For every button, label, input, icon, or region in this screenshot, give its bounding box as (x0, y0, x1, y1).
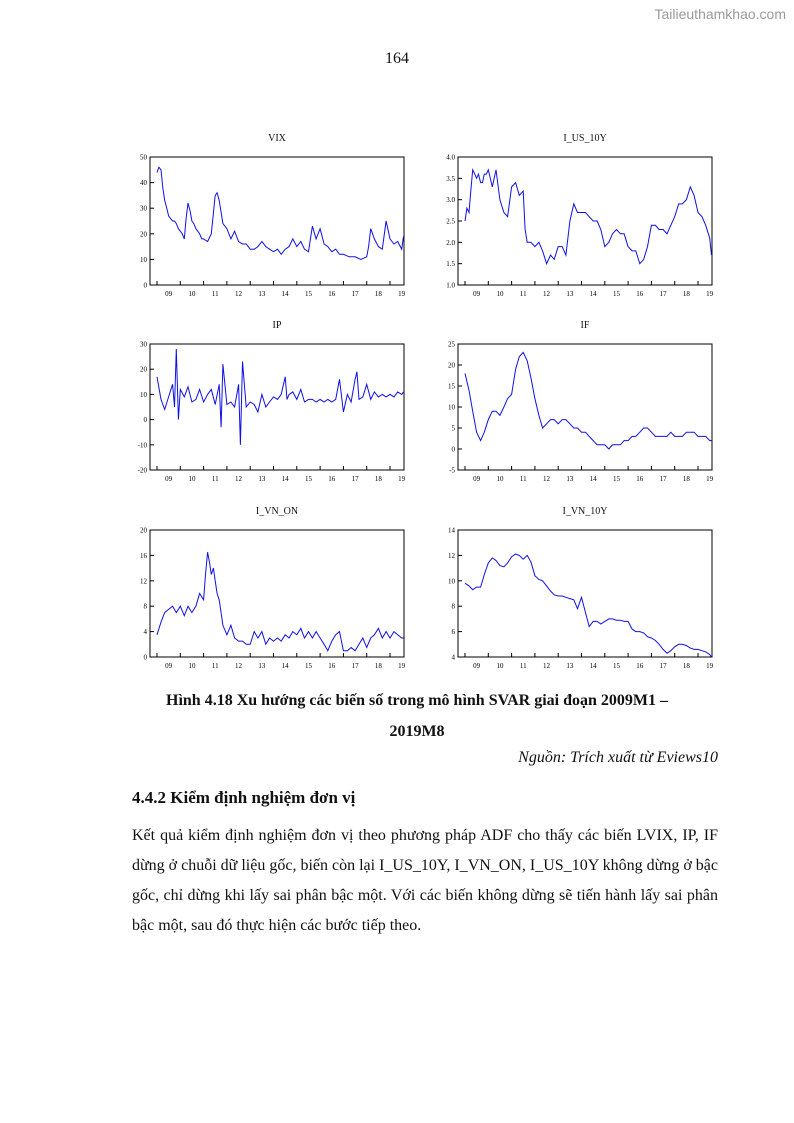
chart-title-i-us-10y: I_US_10Y (563, 133, 607, 144)
y-tick-label: 16 (140, 551, 147, 560)
x-tick-label: 17 (351, 475, 359, 483)
chart-title-i-vn-on: I_VN_ON (255, 506, 299, 517)
x-tick-label: 13 (566, 662, 574, 670)
chart-vix (140, 153, 406, 298)
x-tick-label: 09 (473, 475, 481, 483)
x-tick-label: 10 (188, 662, 196, 670)
x-tick-label: 16 (328, 662, 336, 670)
x-tick-label: 14 (589, 290, 597, 298)
series-line (157, 552, 404, 651)
x-tick-label: 12 (235, 475, 243, 483)
x-tick-label: 11 (211, 475, 219, 483)
x-tick-label: 19 (706, 475, 714, 483)
x-tick-label: 11 (519, 662, 527, 670)
x-tick-label: 12 (543, 475, 551, 483)
x-tick-label: 18 (374, 475, 382, 483)
x-tick-label: 16 (328, 290, 336, 298)
x-tick-label: 13 (258, 290, 266, 298)
y-tick-label: 6 (451, 628, 455, 637)
x-tick-label: 10 (496, 662, 504, 670)
x-tick-label: 17 (659, 475, 667, 483)
y-tick-label: 3.0 (446, 196, 455, 205)
chart-title-i-vn-10y: I_VN_10Y (562, 506, 608, 517)
chart-ip (137, 340, 406, 483)
y-tick-label: 4 (451, 653, 455, 662)
plot-frame (458, 157, 712, 285)
x-tick-label: 16 (636, 662, 644, 670)
y-tick-label: 10 (448, 403, 455, 412)
y-tick-label: 14 (448, 526, 455, 535)
x-tick-label: 10 (496, 475, 504, 483)
x-tick-label: 11 (211, 662, 219, 670)
chart-title-vix: VIX (268, 133, 286, 144)
x-tick-label: 09 (473, 662, 481, 670)
figure-caption-line-1: Hình 4.18 Xu hướng các biến số trong mô hình SVAR giai đoạn 2009M1 – (166, 692, 668, 709)
x-tick-label: 12 (543, 290, 551, 298)
x-tick-label: 19 (706, 290, 714, 298)
chart-title-ip: IP (272, 320, 282, 331)
x-tick-label: 12 (235, 662, 243, 670)
figure-caption-line-2: 2019M8 (389, 723, 445, 740)
y-tick-label: 25 (448, 340, 455, 349)
y-tick-label: 1.5 (446, 260, 455, 269)
y-tick-label: 12 (140, 577, 147, 586)
x-tick-label: 16 (636, 475, 644, 483)
x-tick-label: 15 (304, 475, 312, 483)
x-tick-label: 14 (589, 475, 597, 483)
x-tick-label: 11 (211, 290, 219, 298)
y-tick-label: 8 (451, 602, 455, 611)
y-tick-label: 20 (140, 526, 147, 535)
x-tick-label: 11 (519, 290, 527, 298)
x-tick-label: 09 (165, 662, 173, 670)
y-tick-label: -5 (449, 466, 455, 475)
x-tick-label: 17 (351, 662, 359, 670)
x-tick-label: 16 (636, 290, 644, 298)
y-tick-label: 1.0 (446, 281, 455, 290)
y-tick-label: 0 (143, 416, 147, 425)
y-tick-label: 30 (140, 340, 147, 349)
x-tick-label: 19 (398, 475, 406, 483)
series-line (465, 352, 712, 449)
x-tick-label: 15 (612, 662, 620, 670)
x-tick-label: 10 (188, 290, 196, 298)
x-tick-label: 09 (165, 290, 173, 298)
plot-frame (458, 344, 712, 470)
x-tick-label: 15 (304, 662, 312, 670)
x-tick-label: 12 (235, 290, 243, 298)
y-tick-label: 10 (140, 255, 147, 264)
page-number: 164 (385, 50, 409, 67)
x-tick-label: 13 (258, 475, 266, 483)
x-tick-label: 19 (398, 290, 406, 298)
y-tick-label: -20 (137, 466, 147, 475)
x-tick-label: 17 (351, 290, 359, 298)
series-line (157, 167, 404, 259)
x-tick-label: 15 (612, 475, 620, 483)
watermark-text: Tailieuthamkhao.com (654, 6, 786, 22)
series-line (157, 349, 404, 445)
x-tick-label: 18 (682, 662, 690, 670)
y-tick-label: 10 (140, 390, 147, 399)
y-tick-label: 20 (140, 230, 147, 239)
y-tick-label: 30 (140, 204, 147, 213)
x-tick-label: 15 (612, 290, 620, 298)
chart-i-vn-10y (448, 526, 714, 670)
plot-frame (150, 157, 404, 285)
x-tick-label: 19 (706, 662, 714, 670)
x-tick-label: 13 (566, 475, 574, 483)
y-tick-label: 4.0 (446, 153, 455, 162)
y-tick-label: 0 (143, 653, 147, 662)
series-line (465, 554, 712, 657)
x-tick-label: 09 (165, 475, 173, 483)
x-tick-label: 18 (374, 662, 382, 670)
y-tick-label: 40 (140, 179, 147, 188)
x-tick-label: 10 (496, 290, 504, 298)
x-tick-label: 13 (566, 290, 574, 298)
y-tick-label: 2.0 (446, 238, 455, 247)
plot-frame (150, 344, 404, 470)
y-tick-label: 20 (448, 361, 455, 370)
x-tick-label: 18 (682, 475, 690, 483)
y-tick-label: 50 (140, 153, 147, 162)
chart-i-vn-on (140, 526, 406, 670)
y-tick-label: 4 (143, 628, 147, 637)
chart-if (448, 340, 714, 483)
y-tick-label: 12 (448, 551, 455, 560)
x-tick-label: 18 (374, 290, 382, 298)
x-tick-label: 14 (281, 290, 289, 298)
series-line (465, 170, 712, 264)
x-tick-label: 19 (398, 662, 406, 670)
figure-source: Nguồn: Trích xuất từ Eviews10 (518, 749, 718, 766)
x-tick-label: 10 (188, 475, 196, 483)
chart-title-if: IF (580, 320, 590, 331)
y-tick-label: 10 (448, 577, 455, 586)
y-tick-label: 15 (448, 382, 455, 391)
x-tick-label: 13 (258, 662, 266, 670)
y-tick-label: 5 (451, 424, 455, 433)
x-tick-label: 12 (543, 662, 551, 670)
y-tick-label: 3.5 (446, 174, 455, 183)
y-tick-label: 0 (451, 445, 455, 454)
section-heading: 4.4.2 Kiểm định nghiệm đơn vị (132, 788, 356, 807)
x-tick-label: 17 (659, 662, 667, 670)
body-paragraph: Kết quả kiểm định nghiệm đơn vị theo phương pháp ADF cho thấy các biến LVIX, IP, IF dừng ở chuỗi dữ liệu gốc, biến còn lại I_US_10Y, I_VN_ON, I_US_10Y không dừng ở bậc gốc, chỉ dừng khi lấy sai phân bậc một. Với các biến không dừng sẽ tiến hành lấy sai phân bậc một, sau đó thực hiện các bước tiếp theo. (132, 827, 718, 934)
x-tick-label: 14 (589, 662, 597, 670)
y-tick-label: 8 (143, 602, 147, 611)
plot-frame (458, 530, 712, 657)
x-tick-label: 14 (281, 475, 289, 483)
y-tick-label: -10 (137, 441, 147, 450)
x-tick-label: 11 (519, 475, 527, 483)
x-tick-label: 16 (328, 475, 336, 483)
chart-i-us-10y (446, 153, 714, 298)
y-tick-label: 0 (143, 281, 147, 290)
x-tick-label: 17 (659, 290, 667, 298)
y-tick-label: 20 (140, 365, 147, 374)
y-tick-label: 2.5 (446, 217, 455, 226)
x-tick-label: 14 (281, 662, 289, 670)
x-tick-label: 15 (304, 290, 312, 298)
x-tick-label: 18 (682, 290, 690, 298)
x-tick-label: 09 (473, 290, 481, 298)
